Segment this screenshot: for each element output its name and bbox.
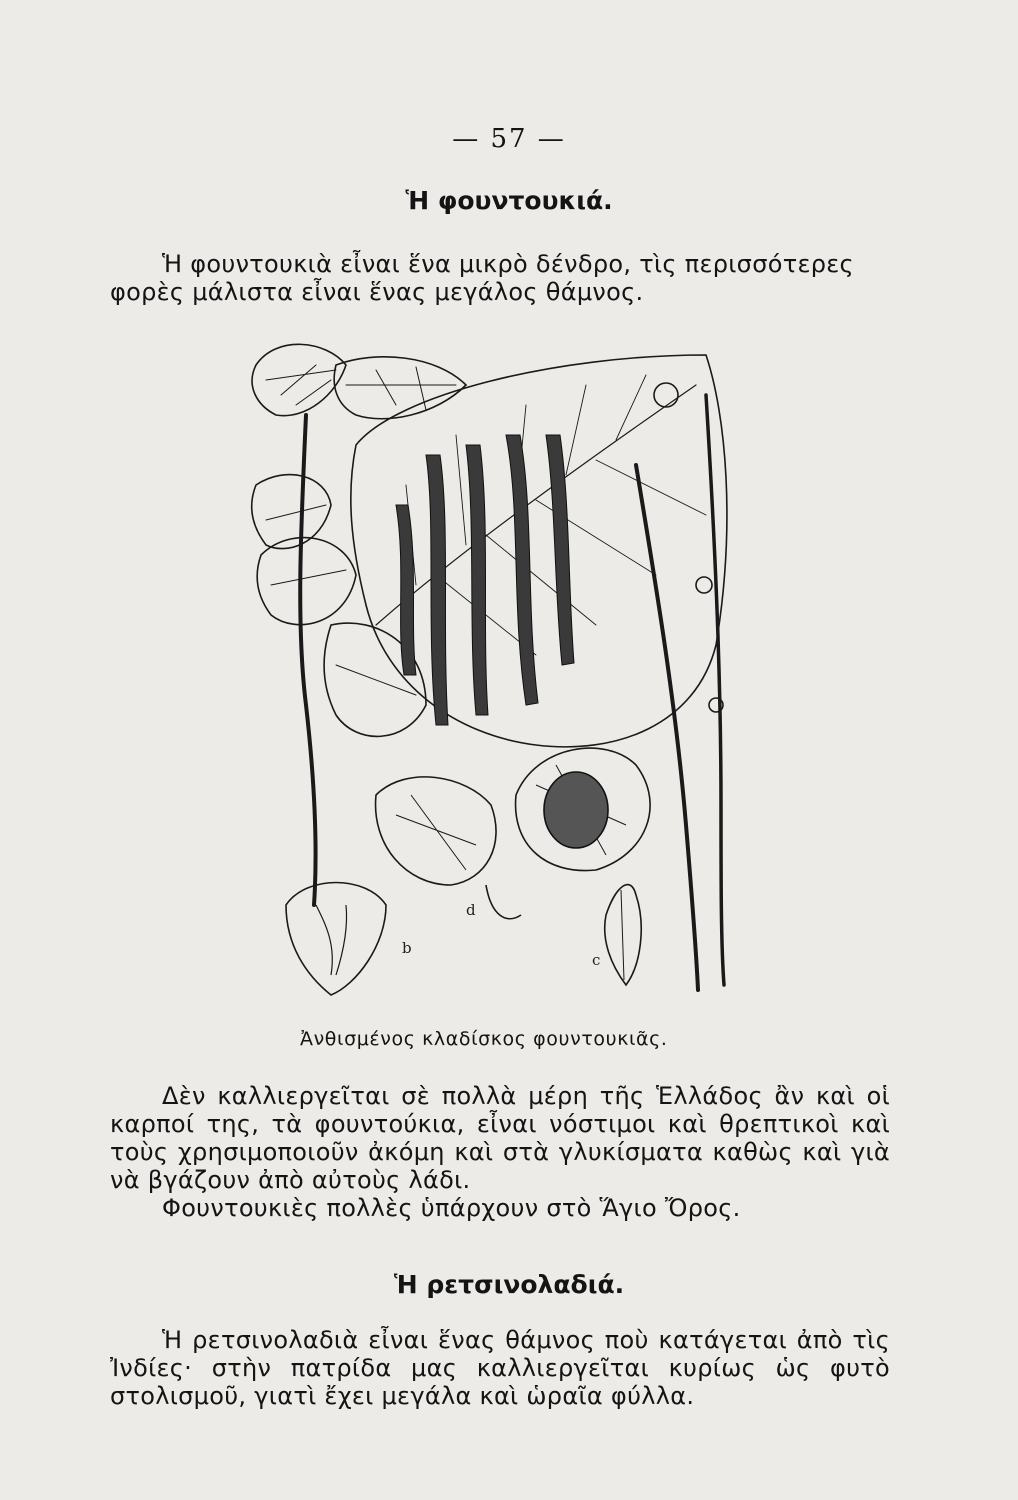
section-title-hazelnut: Ἡ φουντουκιά. — [405, 186, 613, 215]
husk-left — [376, 777, 497, 885]
figure-label-d: d — [466, 901, 476, 919]
paragraph: Φουντουκιὲς πολλὲς ὑπάρχουν στὸ Ἅγιο Ὄρος. — [162, 1194, 741, 1222]
hazel-twig-illustration — [236, 325, 736, 1005]
figure-label-c: c — [592, 951, 601, 969]
figure-caption: Ἀνθισμένος κλαδίσκος φουντουκιᾶς. — [300, 1028, 668, 1050]
intro-paragraph-hazelnut — [110, 250, 890, 306]
leaf-veins — [266, 505, 416, 695]
twig-right — [636, 465, 698, 990]
leaf-left-2 — [257, 538, 356, 625]
detail-b-lines — [316, 905, 347, 975]
leaf-midrib — [376, 385, 696, 625]
leaf-left-1 — [252, 475, 331, 549]
twig-far-right — [706, 395, 724, 985]
page-number: — 57 — — [452, 124, 566, 154]
body-paragraph-castor — [110, 1326, 890, 1410]
catkin — [546, 435, 574, 665]
body-paragraph-hazelnut — [110, 1082, 890, 1222]
catkin — [396, 505, 416, 675]
catkin — [426, 455, 448, 725]
paragraph: Ἡ ρετσινολαδιὰ εἶναι ἕνας θάμνος ποὺ κατάγεται ἀπὸ τὶς Ἰνδίες· στὴν πατρίδα μας καλλιεργεῖται κυρίως ὡς φυτὸ στολισμοῦ, γιατὶ ἔχει μεγάλα καὶ ὡραῖα φύλλα. — [110, 1326, 890, 1410]
figure-label-b: b — [402, 939, 412, 957]
catkin — [506, 435, 538, 705]
detail-c-line — [621, 890, 624, 980]
bud — [654, 383, 678, 407]
paragraph: Ἡ φουντουκιὰ εἶναι ἕνα μικρὸ δένδρο, τὶς περισσότερες φορὲς μάλιστα εἶναι ἕνας μεγάλος θάμνος. — [110, 250, 854, 306]
catkin — [466, 445, 488, 715]
hazelnut — [544, 772, 608, 848]
paragraph: Δὲν καλλιεργεῖται σὲ πολλὰ μέρη τῆς Ἑλλάδος ἂν καὶ οἱ καρποί της, τὰ φουντούκια, εἶναι νόστιμοι καὶ θρεπτικοὶ καὶ τοὺς χρησιμοποιοῦν ἀκόμη καὶ στὰ γλυκίσματα καθὼς καὶ γιὰ νὰ βγάζουν ἀπὸ αὐτοὺς λάδι. — [110, 1082, 890, 1194]
twig-left — [300, 415, 315, 905]
bud — [696, 577, 712, 593]
stalk — [486, 885, 521, 919]
leaf-veins — [266, 365, 336, 405]
detail-b-flower — [286, 883, 386, 996]
section-title-castor: Ἡ ρετσινολαδιά. — [393, 1270, 625, 1299]
leaf-top-center — [334, 357, 466, 419]
